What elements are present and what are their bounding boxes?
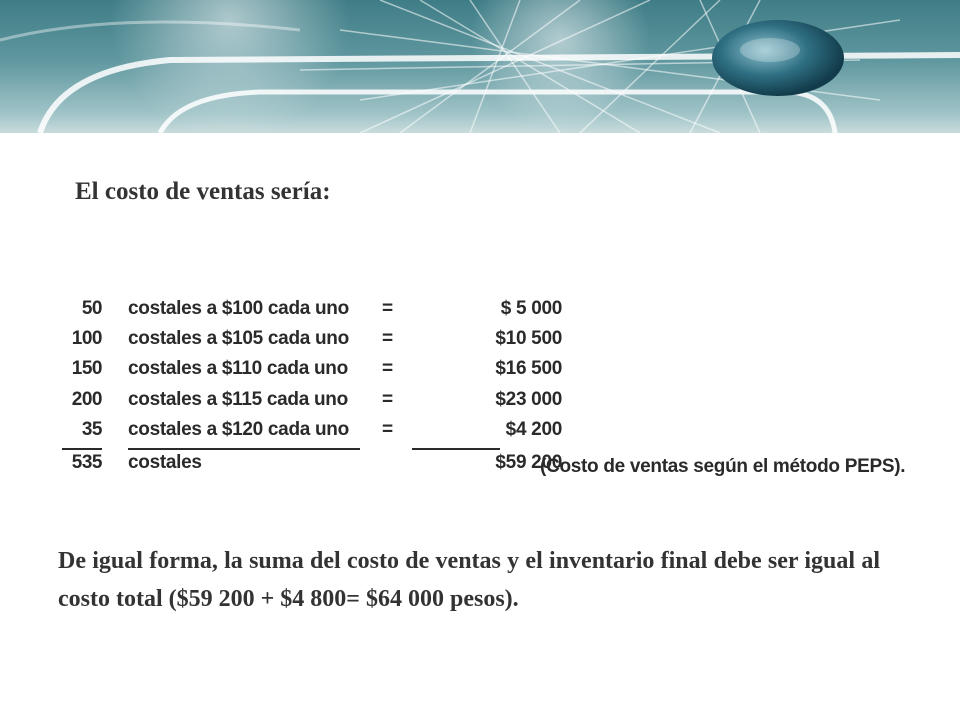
section-heading: El costo de ventas sería: <box>75 178 331 205</box>
row-quantity: 150 <box>71 358 102 379</box>
row-amount: $23 000 <box>495 389 562 410</box>
table-row <box>60 387 940 417</box>
header-banner <box>0 0 960 133</box>
row-amount: $10 500 <box>495 328 562 349</box>
row-quantity: 35 <box>81 419 102 440</box>
row-equals: = <box>382 328 394 349</box>
conclusion-paragraph: De igual forma, la suma del costo de ventas y el inventario final debe ser igual al costo total ($59 200 + $4 800= $64 000 pesos). <box>58 548 880 612</box>
row-description: costales a $100 cada uno <box>128 298 349 319</box>
table-row <box>60 356 940 386</box>
table-row <box>60 296 940 326</box>
total-amount: $59 200 <box>495 452 562 473</box>
table-row <box>60 417 940 447</box>
row-amount: $16 500 <box>495 358 562 379</box>
row-equals: = <box>382 298 394 319</box>
row-description: costales a $115 cada uno <box>128 389 348 410</box>
table-total-row <box>60 450 940 480</box>
total-quantity: 535 <box>71 452 102 473</box>
row-description: costales a $105 cada uno <box>128 328 349 349</box>
row-quantity: 200 <box>71 389 102 410</box>
banner-decoration <box>0 0 960 133</box>
row-amount: $4 200 <box>505 419 562 440</box>
row-quantity: 100 <box>71 328 102 349</box>
row-equals: = <box>382 358 394 379</box>
table-row <box>60 326 940 356</box>
total-note: (Costo de ventas según el método PEPS). <box>540 456 906 477</box>
row-equals: = <box>382 389 394 410</box>
total-description: costales <box>128 452 202 473</box>
row-equals: = <box>382 419 394 440</box>
row-description: costales a $110 cada uno <box>128 358 348 379</box>
row-quantity: 50 <box>81 298 102 319</box>
row-description: costales a $120 cada uno <box>128 419 349 440</box>
row-amount: $ 5 000 <box>500 298 562 319</box>
